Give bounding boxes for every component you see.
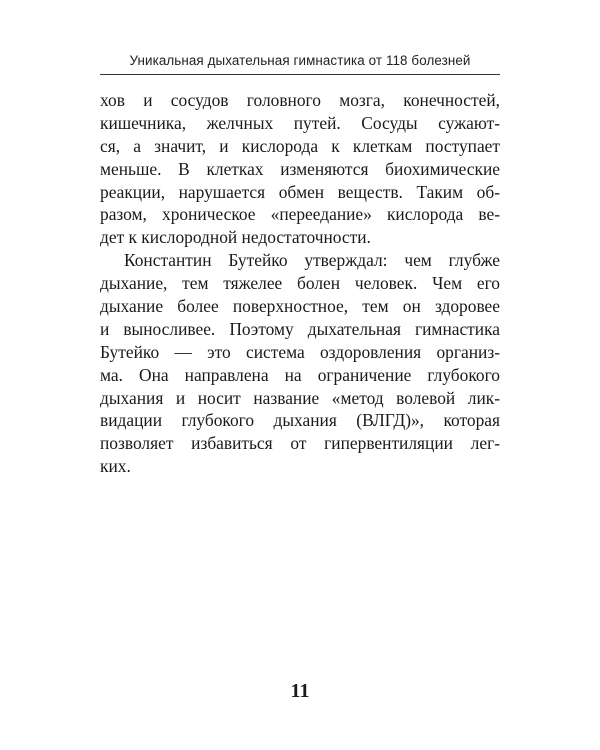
running-header: Уникальная дыхательная гимнастика от 118 болезней [129, 53, 471, 68]
text-line: реакции, нарушается обмен веществ. Таким об- [100, 181, 500, 202]
text-line: и выносливее. Поэтому дыхательная гимнастика [100, 318, 500, 339]
body-text [100, 89, 500, 501]
text-line: дет к кислородной недостаточности. [100, 227, 371, 248]
text-line [100, 478, 500, 501]
text-line: Константин Бутейко утверждал: чем глубже [124, 250, 500, 271]
text-line: дыхание, тем тяжелее болен человек. Чем его [100, 273, 500, 294]
page-number: 11 [290, 680, 310, 702]
text-line: видации глубокого дыхания (ВЛГД)», которая [100, 410, 500, 431]
paragraph-2 [100, 249, 500, 501]
text-line: Бутейко — это система оздоровления организ- [100, 341, 500, 362]
header-rule [100, 74, 500, 75]
text-line: разом, хроническое «переедание» кислорода ве- [100, 204, 500, 225]
text-line: кишечника, желчных путей. Сосуды сужают- [100, 112, 500, 133]
paragraph-1 [100, 89, 500, 249]
text-line: меньше. В клетках изменяются биохимические [100, 158, 500, 179]
text-line: дыхания и носит название «метод волевой лик- [100, 387, 500, 408]
text-line: хов и сосудов головного мозга, конечностей, [100, 90, 500, 110]
text-line: позволяет избавиться от гипервентиляции лег- [100, 433, 500, 454]
text-line: дыхание более поверхностное, тем он здоровее [100, 296, 500, 317]
text-line: ких. [100, 456, 131, 477]
text-line: ма. Она направлена на ограничение глубокого [100, 364, 500, 385]
text-line: ся, а значит, и кислорода к клеткам поступает [100, 135, 500, 156]
